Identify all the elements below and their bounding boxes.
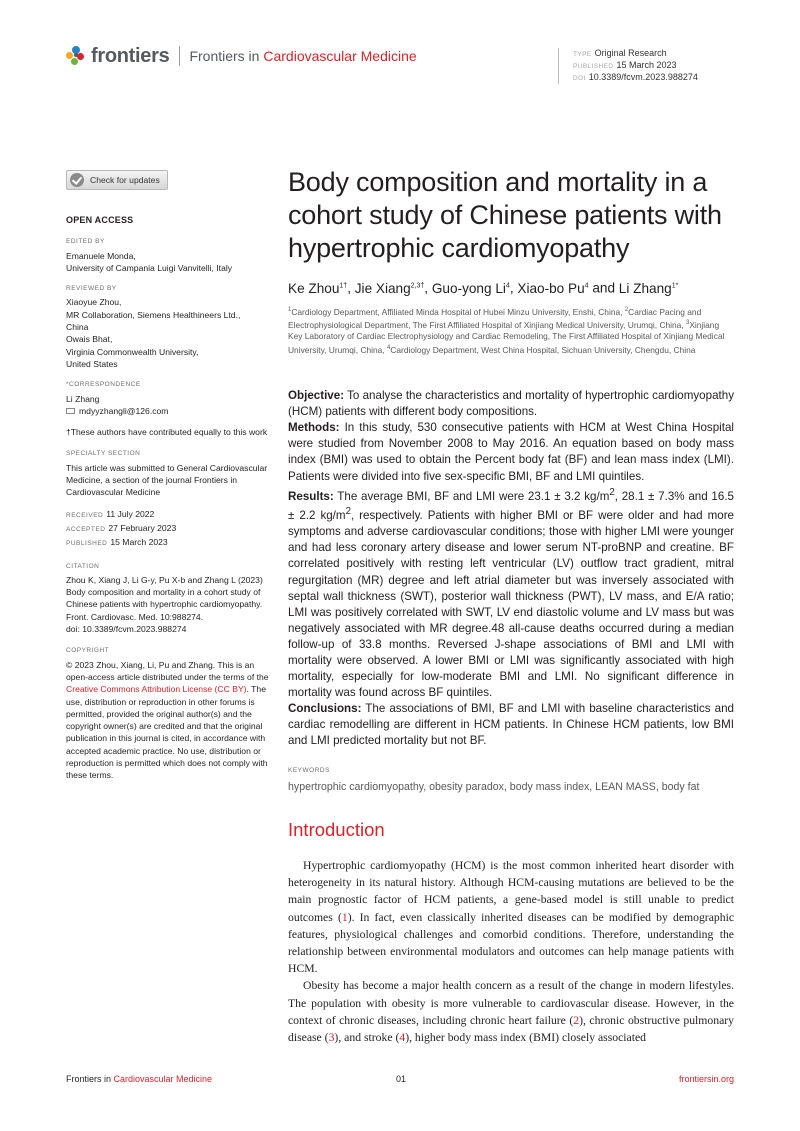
journal-name: Frontiers in Cardiovascular Medicine — [189, 48, 417, 64]
reference-link[interactable]: 3 — [328, 1031, 335, 1045]
reviewer-line: China — [66, 322, 89, 333]
check-icon — [70, 173, 84, 187]
abstract-objective: Objective: To analyse the characteristics and mortality of hypertrophic cardiomyopathy (HCM) patients with different body compositions. — [288, 389, 734, 419]
keywords: hypertrophic cardiomyopathy, obesity paradox, body mass index, LEAN MASS, body fat — [288, 781, 700, 794]
reviewer-line: Xiaoyue Zhou, — [66, 297, 122, 308]
section-heading-introduction: Introduction — [288, 819, 385, 841]
affiliations: $^1$Cardiology Department, Affiliated Minda Hospital of Hubei Minzu University, Enshi, China, $^2$Cardiac Pacing and Electrophysiological Department, The First Affiliated Hospital of Xinjiang Medical University, Urumqi, China, $^3$Xinjiang Key Laboratory of Cardiac Electrophysiology and Cardiac Remodeling, The First Affiliated Hospital of Xinjiang Medical University, Urumqi, China, $^4$Cardiology Department, West China Hospital, Sichuan University, Chengdu, China — [288, 306, 725, 355]
footer-site-link[interactable]: frontiersin.org — [678, 1074, 734, 1084]
citation-journal: Front. Cardiovasc. Med. 10:988274. — [66, 611, 204, 622]
copyright-text: © 2023 Zhou, Xiang, Li, Pu and Zhang. This is an open-access article distributed under the terms of the Creative Commons Attribution License (CC BY). The use, distribution or reproduction in other forums is permitted, provided the original author(s) and the copyright owner(s) are credited and that the original publication in this journal is cited, in accordance with accepted academic practice. No use, distribution or reproduction is permitted which does not comply with these terms. — [66, 659, 269, 781]
author[interactable]: Li Zhang$^{1*}$ — [618, 280, 679, 296]
article-doi: DOI 10.3389/fcvm.2023.988274 — [573, 72, 698, 82]
abstract-methods: Methods: In this study, 530 consecutive patients with HCM at West China Hospital were studied from November 2008 to May 2016. An equation based on body mass index (BMI) was used to obtain the Percent body fat (BF) and lean mass index (LMI). Patients were divided into five sex-specific BMI, BF and LMI quintiles. — [288, 421, 734, 483]
reviewer-line: Owais Bhat, — [66, 334, 113, 345]
reviewer-line: MR Collaboration, Siemens Healthineers Ltd., — [66, 309, 241, 320]
author[interactable]: Jie Xiang$^{2,3\dagger}$ — [354, 280, 425, 296]
article-type: TYPE Original Research — [573, 48, 667, 58]
mail-icon — [66, 408, 75, 414]
citation-doi[interactable]: doi: 10.3389/fcvm.2023.988274 — [66, 624, 187, 635]
published-date: PUBLISHED 15 March 2023 — [66, 537, 168, 548]
reviewed-by-label: REVIEWED BY — [66, 285, 117, 293]
reviewer-line: Virginia Commonwealth University, — [66, 346, 199, 357]
reference-link[interactable]: 4 — [399, 1031, 406, 1045]
copyright-label: COPYRIGHT — [66, 647, 110, 655]
keywords-label: KEYWORDS — [288, 767, 330, 775]
license-link[interactable]: Creative Commons Attribution License (CC BY) — [66, 684, 247, 695]
editor-name: Emanuele Monda, — [66, 250, 136, 261]
citation-text: Zhou K, Xiang J, Li G-y, Pu X-b and Zhang L (2023) Body composition and mortality in a cohort study of Chinese patients with hypertrophic cardiomyopathy. — [66, 574, 263, 610]
reference-link[interactable]: 1 — [341, 910, 348, 924]
citation-label: CITATION — [66, 562, 100, 570]
abstract-results: Results: The average BMI, BF and LMI were 23.1 ± 3.2 $kg/m^2$, 28.1 ± 7.3% and 16.5 ± 2.2 $kg/m^2$, respectively. Patients with higher BMI or BF were older and had more symptoms and adverse cardiovascular conditions; those with higher LMI were younger and had less coronary artery disease and lower serum NT-proBNP and creatine. BF correlated positively with resting left ventricular (LV) outflow tract gradient, mitral regurgitation (MR) degree and left atrial diameter but was inversely associated with septal wall thickness (SWT), posterior wall thickness (PWT), LV mass, and E/A ratio; LMI was positively correlated with SWT, LV end diastolic volume and LV mass but was negatively associated with MR degree.48 all-cause deaths occurred during a median follow-up of 33.8 months. Reversed J-shape associations of BMI and LMI with mortality were observed. A lower BMI or LMI was significantly associated with high mortality, especially for low-moderate BMI and LMI. No significant difference in mortality was found across BF quintiles. — [288, 486, 735, 699]
journal-logo[interactable] — [66, 44, 417, 68]
correspondence-label: *CORRESPONDENCE — [66, 381, 141, 389]
equal-contribution-note: †These authors have contributed equally to this work — [66, 427, 268, 438]
page-header — [66, 44, 746, 84]
open-access-label: OPEN ACCESS — [66, 215, 134, 225]
correspondence-email-row[interactable] — [66, 405, 274, 417]
check-for-updates-button[interactable]: Check for updates — [66, 170, 168, 190]
sidebar — [66, 170, 274, 782]
specialty-section-label: SPECIALTY SECTION — [66, 450, 141, 458]
edited-by-label: EDITED BY — [66, 238, 105, 246]
author[interactable]: Xiao-bo Pu$^4$ — [517, 280, 589, 296]
page-number: 01 — [396, 1074, 407, 1084]
article-published-date: PUBLISHED 15 March 2023 — [573, 60, 677, 70]
correspondence-name: Li Zhang — [66, 393, 100, 404]
introduction-body — [288, 857, 734, 1046]
author[interactable]: Ke Zhou$^{1\dagger}$ — [288, 280, 348, 296]
article-main — [288, 166, 734, 1046]
frontiers-logo-icon — [66, 46, 86, 66]
logo-divider — [179, 46, 180, 66]
abstract — [288, 388, 734, 749]
accepted-date: ACCEPTED 27 February 2023 — [66, 522, 177, 533]
article-meta — [558, 48, 748, 84]
body-paragraph: Hypertrophic cardiomyopathy (HCM) is the most common inherited heart disorder with heterogeneity in its natural history. Although HCM-causing mutations are believed to be the main prognostic factor of HCM patients, a gene-based model is still unable to predict outcomes (1). In fact, even classically inherited diseases can be modified by demographic features, physiological challenges and comorbid conditions. Therefore, understanding the relationship between environmental modulators and outcomes can help manage patients with HCM. — [288, 859, 735, 976]
reviewer-line: United States — [66, 358, 118, 369]
body-paragraph: Obesity has become a major health concern as a result of the change in modern lifestyles. The population with obesity is more vulnerable to cardiovascular disease. However, in the context of chronic diseases, including chronic heart failure (2), chronic obstructive pulmonary disease (3), and stroke (4), higher body mass index (BMI) closely associated — [288, 979, 735, 1045]
footer-journal: Frontiers in Cardiovascular Medicine — [66, 1074, 213, 1084]
logo-wordmark: frontiers — [91, 44, 170, 67]
correspondence-email[interactable]: mdyyzhangli@126.com — [79, 405, 169, 416]
author[interactable]: Guo-yong Li$^4$ — [431, 280, 510, 296]
article-title: Body composition and mortality in a cohort study of Chinese patients with hypertrophic cardiomyopathy — [288, 167, 722, 263]
editor-affiliation: University of Campania Luigi Vanvitelli, Italy — [66, 262, 233, 273]
author-list: Ke Zhou$^{1\dagger}$, Jie Xiang$^{2,3\dagger}$, Guo-yong Li$^4$, Xiao-bo Pu$^4$ and Li Zhang$^{1*}$ — [288, 280, 679, 296]
specialty-section-text: This article was submitted to General Cardiovascular Medicine, a section of the journal Frontiers in Cardiovascular Medicine — [66, 462, 268, 498]
received-date: RECEIVED 11 July 2022 — [66, 508, 155, 519]
reference-link[interactable]: 2 — [573, 1013, 580, 1027]
abstract-conclusions: Conclusions: The associations of BMI, BF and LMI with baseline characteristics and cardiac remodelling are different in HCM patients. In Chinese HCM patients, low BMI and LMI predicted mortality but not BF. — [288, 701, 734, 747]
